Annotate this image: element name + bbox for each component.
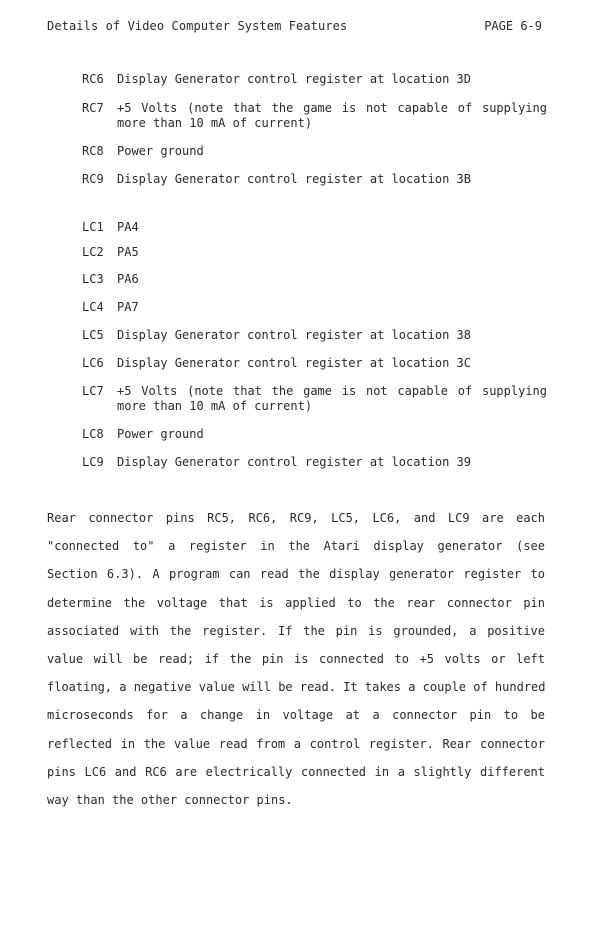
pin-description: Power ground	[117, 427, 204, 441]
pin-entry	[82, 300, 547, 315]
pin-description: PA6	[117, 272, 139, 286]
paragraph-line: Rear connector pins RC5, RC6, RC9, LC5, LC6, and LC9 are each	[47, 511, 545, 525]
paragraph-line: floating, a negative value will be read. It takes a couple of hundred	[47, 680, 546, 695]
paragraph-line: "connected to" a register in the Atari display generator (see	[47, 539, 545, 554]
pin-entry	[82, 384, 547, 414]
pin-entry	[82, 144, 547, 159]
pin-description: Power ground	[117, 144, 204, 158]
pin-code: LC4	[82, 300, 104, 314]
paragraph-line: pins LC6 and RC6 are electrically connected in a slightly different	[47, 764, 545, 779]
paragraph-line: Section 6.3). A program can read the display generator register to	[47, 567, 545, 582]
pin-entry	[82, 101, 547, 131]
pin-entry	[82, 272, 547, 287]
pin-code: RC9	[82, 172, 104, 186]
pin-entry	[82, 427, 547, 442]
body-paragraph	[47, 508, 545, 818]
page-number: PAGE 6-9	[484, 19, 542, 33]
pin-entry	[82, 72, 547, 87]
pin-description: PA5	[117, 245, 139, 259]
pin-description: Display Generator control register at location 3B	[117, 172, 472, 186]
paragraph-line: determine the voltage that is applied to the rear connector pin	[47, 595, 545, 610]
paragraph-line: way than the other connector pins.	[47, 792, 293, 807]
pin-code: LC6	[82, 356, 104, 370]
pin-entry	[82, 328, 547, 343]
paragraph-line: microseconds for a change in voltage at a connector pin to be	[47, 708, 545, 723]
pin-description	[117, 384, 547, 414]
pin-entry	[82, 220, 547, 235]
pin-description: Display Generator control register at location 3D	[117, 72, 472, 86]
pin-description-line: more than 10 mA of current)	[117, 116, 313, 130]
pin-code: LC7	[82, 384, 104, 398]
pin-description: PA4	[117, 220, 139, 234]
pin-code: RC6	[82, 72, 104, 86]
pin-code: LC2	[82, 245, 104, 259]
pin-entry	[82, 245, 547, 260]
pin-code: LC3	[82, 272, 104, 286]
pin-code: LC1	[82, 220, 104, 234]
pin-description: Display Generator control register at location 3C	[117, 356, 472, 370]
pin-description: Display Generator control register at location 38	[117, 328, 472, 342]
pin-entry	[82, 356, 547, 371]
paragraph-line: value will be read; if the pin is connected to +5 volts or left	[47, 651, 545, 666]
paragraph-line: associated with the register. If the pin is grounded, a positive	[47, 623, 545, 638]
pin-entry	[82, 455, 547, 470]
pin-code: LC8	[82, 427, 104, 441]
pin-description	[117, 101, 547, 131]
pin-description: Display Generator control register at location 39	[117, 455, 472, 469]
pin-description-line: +5 Volts (note that the game is not capable of supplying	[117, 101, 547, 115]
paragraph-line: reflected in the value read from a control register. Rear connector	[47, 736, 545, 751]
pin-entry	[82, 172, 547, 187]
running-header-title: Details of Video Computer System Features	[47, 19, 348, 33]
pin-description-line: +5 Volts (note that the game is not capable of supplying	[117, 384, 547, 398]
pin-code: RC8	[82, 144, 104, 158]
pin-description: PA7	[117, 300, 139, 314]
pin-code: RC7	[82, 101, 104, 115]
pin-description-line: more than 10 mA of current)	[117, 399, 313, 413]
pin-code: LC9	[82, 455, 104, 469]
pin-code: LC5	[82, 328, 104, 342]
